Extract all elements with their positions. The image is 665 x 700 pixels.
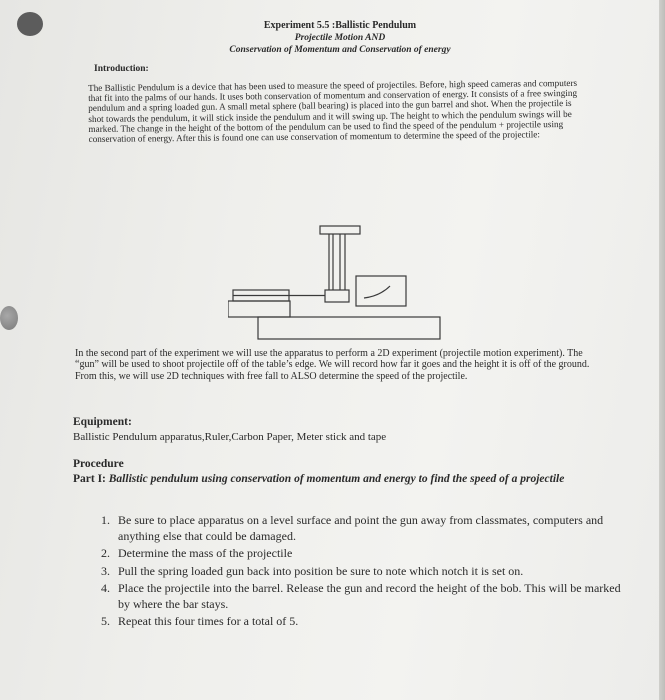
procedure-heading: Procedure xyxy=(73,458,124,470)
experiment-subtitle-1: Projectile Motion AND xyxy=(294,33,386,43)
step-number: 1. xyxy=(101,513,110,527)
step-number: 4. xyxy=(101,580,110,595)
height-scale-box xyxy=(356,276,406,306)
binder-hole-top xyxy=(17,12,43,36)
second-part-paragraph: In the second part of the experiment we will use the apparatus to perform a 2D experiment (projectile motion experiment). The “gun” will be used to shoot projectile off of the table’s edge. We will record how far it goes and the height it is off of the ground. From this, we will use 2D techniques with free fall to ALSO determine the speed of the projectile. xyxy=(75,348,590,382)
step-text: Determine the mass of the projectile xyxy=(118,546,293,561)
pendulum-bob xyxy=(325,290,349,302)
introduction-paragraph: The Ballistic Pendulum is a device that has been used to measure the speed of projectiles. Before, high speed cameras and computers that fit into the palms of our hands. It uses both conservation of momentum and conservation of energy. It consists of a free swinging pendulum and a spring loaded gun. A small metal sphere (ball bearing) is placed into the gun barrel and shot. When the projectile is shot towards the pendulum, it will stick inside the pendulum and it will swing up. The height to which the pendulum swings will be marked. The change in the height of the bottom of the pendulum can be used to find the speed of the pendulum + projectile using conservation of energy. After this is found one can use conservation of momentum to determine the speed of the projectile: xyxy=(88,77,578,145)
pendulum-top-bar xyxy=(320,226,360,234)
experiment-title: Experiment 5.5 :Ballistic Pendulum xyxy=(263,20,417,31)
swing-arc xyxy=(364,286,390,298)
experiment-subtitle-2: Conservation of Momentum and Conservation of energy xyxy=(229,45,451,55)
list-item xyxy=(82,580,622,612)
equipment-list: Ballistic Pendulum apparatus,Ruler,Carbon Paper, Meter stick and tape xyxy=(73,431,387,443)
step-text: Be sure to place apparatus on a level surface and point the gun away from classmates, computers and anything else that could be damaged. xyxy=(118,513,604,544)
step-number: 2. xyxy=(101,546,110,561)
introduction-heading: Introduction: xyxy=(94,64,149,74)
title-block xyxy=(150,20,530,56)
binder-hole-middle xyxy=(0,306,18,330)
step-text: Repeat this four times for a total of 5. xyxy=(118,614,299,629)
procedure-steps xyxy=(82,512,622,630)
list-item xyxy=(82,545,622,561)
step-text: Place the projectile into the barrel. Release the gun and record the height of the bob. This will be marked by where the bar stays. xyxy=(118,580,621,612)
equipment-heading: Equipment: xyxy=(73,416,132,428)
gun-block xyxy=(228,301,290,317)
page-edge-shadow xyxy=(659,0,665,700)
part-one-label: Part I: xyxy=(73,473,109,485)
ballistic-pendulum-diagram xyxy=(228,224,444,342)
list-item xyxy=(82,512,622,544)
apparatus-base xyxy=(258,317,440,339)
list-item xyxy=(82,563,622,579)
step-number: 3. xyxy=(101,563,110,578)
list-item xyxy=(82,613,622,629)
part-one-heading xyxy=(73,472,613,486)
step-text: Pull the spring loaded gun back into position be sure to note which notch it is set on. xyxy=(118,563,524,578)
part-one-title: Ballistic pendulum using conservation of momentum and energy to find the speed of a projectile xyxy=(108,473,565,485)
step-number: 5. xyxy=(101,614,110,629)
